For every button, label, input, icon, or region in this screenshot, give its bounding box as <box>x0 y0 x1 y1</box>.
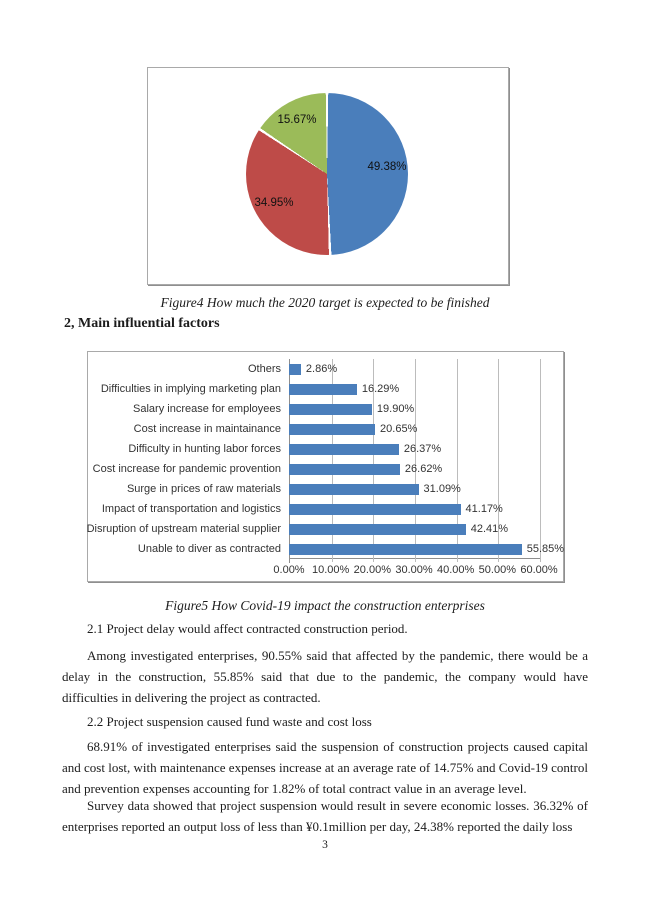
bar-rows <box>86 359 565 559</box>
bar-value-label: 55.85% <box>526 543 565 555</box>
bar-category-label: Impact of transportation and logistics <box>101 503 281 515</box>
bar-category-label: Difficulty in hunting labor forces <box>128 443 281 455</box>
x-tick-label: 0.00% <box>273 564 305 576</box>
bar-cell <box>289 383 539 395</box>
figure5-bar-chart <box>87 351 564 582</box>
bar <box>289 424 375 435</box>
bar <box>289 544 522 555</box>
page-number: 3 <box>322 839 328 851</box>
bar <box>289 384 357 395</box>
section-2-1-title: 2.1 Project delay would affect contracted construction period. <box>87 621 408 636</box>
bar-row <box>88 479 559 499</box>
bar-row <box>88 499 559 519</box>
x-tick-label: 50.00% <box>478 564 516 576</box>
bar-cell <box>289 443 539 455</box>
bar-row <box>88 439 559 459</box>
section-2-2-title: 2.2 Project suspension caused fund waste and cost loss <box>87 714 372 729</box>
bar <box>289 404 372 415</box>
bar-category-label: Difficulties in implying marketing plan <box>100 383 281 395</box>
x-tick-label: 30.00% <box>395 564 433 576</box>
bar-category-label: Others <box>247 363 281 375</box>
bar-value-label: 41.17% <box>465 503 503 515</box>
bar-category-label: Disruption of upstream material supplier <box>86 523 281 535</box>
bar-value-label: 26.37% <box>403 443 442 455</box>
figure4-pie-chart <box>147 67 509 285</box>
bar-cell <box>289 543 565 555</box>
x-tick-label: 20.00% <box>353 564 391 576</box>
bar <box>289 484 419 495</box>
figure5-caption: Figure5 How Covid-19 impact the construction enterprises <box>165 598 485 613</box>
bar-cell <box>289 423 539 435</box>
bar-value-label: 26.62% <box>404 463 443 475</box>
bar-value-label: 42.41% <box>470 523 509 535</box>
x-tick-label: 40.00% <box>437 564 475 576</box>
bar-row <box>88 359 559 379</box>
bar <box>289 464 400 475</box>
x-tick-label: 60.00% <box>520 564 558 576</box>
bar-x-ticks <box>273 564 558 578</box>
figure4-caption: Figure4 How much the 2020 target is expected to be finished <box>160 295 490 310</box>
bar-category-label: Cost increase in maintainance <box>133 423 281 435</box>
bar <box>289 504 461 515</box>
paragraph-project-delay: Among investigated enterprises, 90.55% said that affected by the pandemic, there would be a delay in the construction, 55.85% said that due to the pandemic, the company would have difficulties in delivering the project as contracted. <box>62 648 588 705</box>
pie-slice-label-red: 34.95% <box>254 197 294 209</box>
bar-cell <box>289 523 539 535</box>
pie-slice-label-green: 15.67% <box>277 114 317 126</box>
bar-value-label: 19.90% <box>376 403 415 415</box>
bar-cell <box>289 363 539 375</box>
bar-value-label: 20.65% <box>380 423 418 435</box>
section-2-heading: 2, Main influential factors <box>64 316 220 331</box>
bar-cell <box>289 403 539 415</box>
bar-row <box>88 419 559 439</box>
bar-row <box>88 459 559 479</box>
bar-cell <box>289 503 539 515</box>
paragraph-survey-losses: Survey data showed that project suspension would result in severe economic losses. 36.32% of enterprises reported an output loss of less than ¥0.1million per day, 24.38% reported the daily loss <box>62 798 588 834</box>
bar-cell <box>289 483 539 495</box>
bar-category-label: Unable to diver as contracted <box>137 543 281 555</box>
paragraph-fund-waste: 68.91% of investigated enterprises said the suspension of construction projects caused capital and cost lost, with maintenance expenses increase at an average rate of 14.75% and Covid-19 control and prevention expenses accounting for 1.82% of total contract value in an average level. <box>62 739 588 796</box>
pie-chart <box>246 93 408 255</box>
x-tick-label: 10.00% <box>312 564 350 576</box>
bar-value-label: 16.29% <box>361 383 400 395</box>
bar-row <box>88 379 559 399</box>
bar-category-label: Surge in prices of raw materials <box>126 483 281 495</box>
bar <box>289 364 301 375</box>
bar <box>289 524 466 535</box>
bar-value-label: 31.09% <box>423 483 461 495</box>
pie-slice-label-blue: 49.38% <box>367 161 407 173</box>
bar-row <box>88 399 559 419</box>
bar-row <box>88 539 565 559</box>
bar-category-label: Salary increase for employees <box>133 403 281 415</box>
bar-value-label: 2.86% <box>305 363 338 375</box>
bar-category-label: Cost increase for pandemic provention <box>92 463 281 475</box>
bar-cell <box>289 463 539 475</box>
bar-row <box>88 519 559 539</box>
bar <box>289 444 399 455</box>
